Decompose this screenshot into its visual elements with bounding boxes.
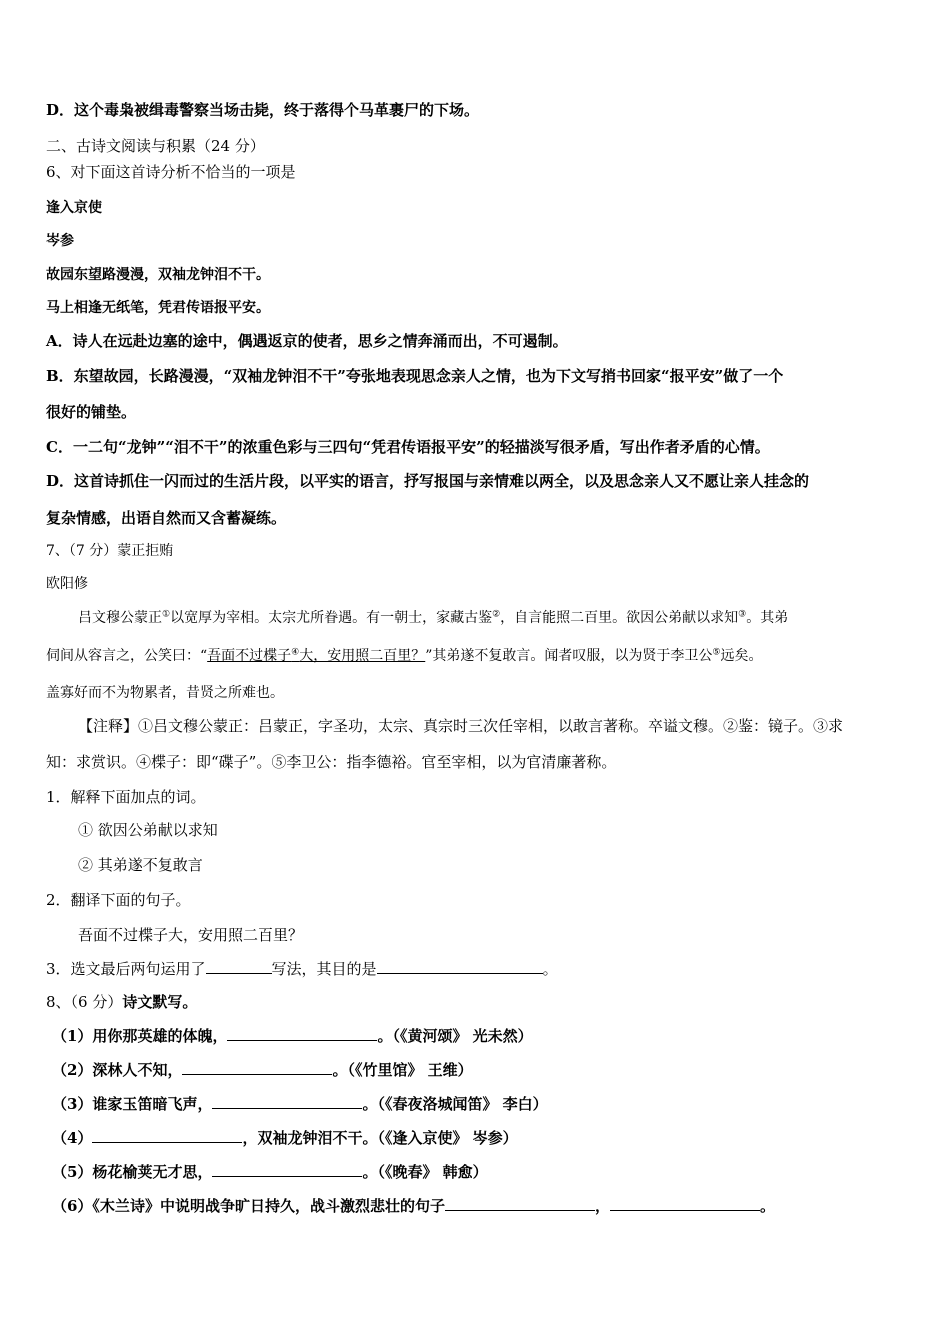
passage-line: 伺间从容言之，公笑曰：“吾面不过楪子④大，安用照二百里？”其弟遂不复敢言。闻者叹服，以为贤于李卫公⑤远矣。	[46, 647, 763, 664]
annotation: 【注释】①吕文穆公蒙正：吕蒙正，字圣功，太宗、真宗时三次任宰相，以敢言著称。卒谥文穆。②鉴：镜子。③求	[78, 717, 844, 735]
q6-option-d: 复杂情感，出语自然而又含蓄凝练。	[46, 509, 287, 527]
answer-blank[interactable]	[92, 1128, 242, 1143]
q7-author: 欧阳修	[46, 576, 88, 592]
passage-line: 吕文穆公蒙正①以宽厚为宰相。太宗尤所眷遇。有一朝士，家藏古鉴②，自言能照二百里。欲因公弟献以求知③。其弟	[78, 609, 789, 626]
answer-blank[interactable]	[445, 1196, 595, 1211]
dictation-line: （6）《木兰诗》中说明战争旷日持久，战斗激烈悲壮的句子 ， 。	[52, 1197, 775, 1215]
q6-stem: 6、对下面这首诗分析不恰当的一项是	[46, 163, 296, 181]
section-title: 二、古诗文阅读与积累（24 分）	[46, 137, 265, 155]
q7-item: ① 欲因公弟献以求知	[78, 821, 218, 839]
passage-line: 盖寡好而不为物累者，昔贤之所难也。	[46, 685, 284, 701]
answer-blank[interactable]	[227, 1026, 377, 1041]
q6-option-c: C．一二句“龙钟”“泪不干”的浓重色彩与三四句“凭君传语报平安”的轻描淡写很矛盾，写出作者矛盾的心情。	[46, 438, 770, 456]
answer-blank[interactable]	[610, 1196, 760, 1211]
q7-translate-sentence: 吾面不过楪子大，安用照二百里？	[78, 926, 304, 944]
q7-heading: 7、（7 分）蒙正拒贿	[46, 543, 174, 559]
q8-heading: 8、（6 分）诗文默写。	[46, 993, 198, 1011]
q7-subquestion-1: 1．解释下面加点的词。	[46, 788, 206, 806]
q7-item: ② 其弟遂不复敢言	[78, 856, 203, 874]
annotation: 知：求赏识。④楪子：即“碟子”。⑤李卫公：指李德裕。官至宰相，以为官清廉著称。	[46, 753, 617, 771]
dictation-line: （5）杨花榆荚无才思， 。（《晚春》 韩愈）	[52, 1163, 488, 1181]
answer-blank[interactable]	[377, 959, 543, 974]
poem-title: 逢入京使	[46, 200, 102, 216]
q6-option-a: A．诗人在远赴边塞的途中，偶遇返京的使者，思乡之情奔涌而出，不可遏制。	[46, 332, 568, 350]
dictation-line: （2）深林人不知， 。（《竹里馆》 王维）	[52, 1061, 473, 1079]
q6-option-b: B．东望故园，长路漫漫，“双袖龙钟泪不干”夸张地表现思念亲人之情，也为下文写捎书回家“报平安”做了一个	[46, 367, 784, 385]
q6-option-d: D．这首诗抓住一闪而过的生活片段，以平实的语言，抒写报国与亲情难以两全，以及思念亲人又不愿让亲人挂念的	[46, 472, 810, 490]
dictation-line: （1）用你那英雄的体魄， 。（《黄河颂》 光未然）	[52, 1027, 533, 1045]
q7-subquestion-3: 3．选文最后两句运用了 写法，其目的是 。	[46, 960, 558, 978]
answer-blank[interactable]	[182, 1060, 332, 1075]
answer-blank[interactable]	[212, 1094, 362, 1109]
dictation-line: （3）谁家玉笛暗飞声， 。（《春夜洛城闻笛》 李白）	[52, 1095, 548, 1113]
poem-line: 马上相逢无纸笔，凭君传语报平安。	[46, 300, 270, 316]
answer-blank[interactable]	[212, 1162, 362, 1177]
q5-option-d: D．这个毒枭被缉毒警察当场击毙，终于落得个马革裹尸的下场。	[46, 101, 480, 119]
poem-line: 故园东望路漫漫，双袖龙钟泪不干。	[46, 267, 270, 283]
answer-blank[interactable]	[206, 959, 272, 974]
dictation-line: （4） ，双袖龙钟泪不干。（《逢入京使》 岑参）	[52, 1129, 518, 1147]
q6-option-b: 很好的铺垫。	[46, 403, 137, 421]
poem-author: 岑参	[46, 233, 74, 249]
q7-subquestion-2: 2．翻译下面的句子。	[46, 891, 191, 909]
